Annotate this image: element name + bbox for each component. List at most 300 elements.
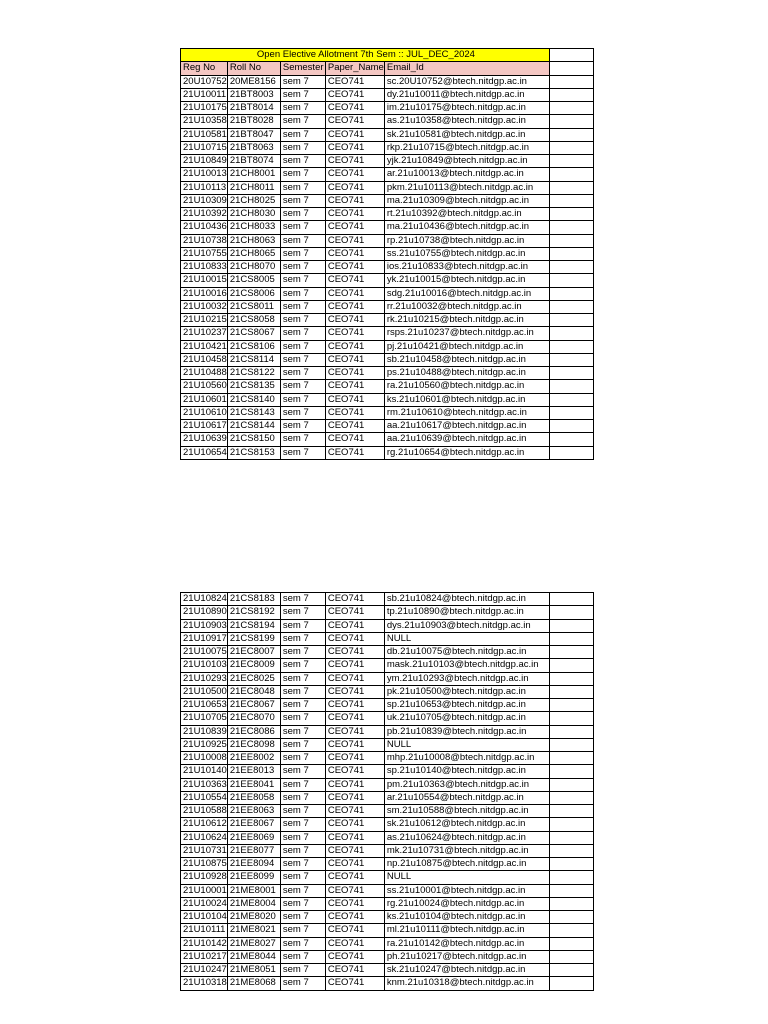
email-cell: pkm.21u10113@btech.nitdgp.ac.in — [384, 181, 549, 194]
roll-no-cell: 21EC8007 — [227, 646, 280, 659]
paper-name-cell: CEO741 — [325, 353, 384, 366]
semester-cell: sem 7 — [280, 685, 325, 698]
reg-no-cell: 21U10111 — [181, 924, 228, 937]
header-paper-name: Paper_Name — [325, 62, 384, 75]
roll-no-cell: 21BT8028 — [227, 115, 280, 128]
paper-name-cell: CEO741 — [325, 208, 384, 221]
table-row — [181, 606, 594, 619]
roll-no-cell: 21EC8025 — [227, 672, 280, 685]
email-cell: NULL — [384, 632, 549, 645]
semester-cell: sem 7 — [280, 75, 325, 88]
table-row — [181, 765, 594, 778]
paper-name-cell: CEO741 — [325, 141, 384, 154]
semester-cell: sem 7 — [280, 287, 325, 300]
paper-name-cell: CEO741 — [325, 593, 384, 606]
empty-cell — [549, 353, 593, 366]
table-row — [181, 433, 594, 446]
paper-name-cell: CEO741 — [325, 699, 384, 712]
empty-cell — [549, 247, 593, 260]
reg-no-cell: 21U10731 — [181, 844, 228, 857]
empty-cell — [549, 406, 593, 419]
reg-no-cell: 21U10293 — [181, 672, 228, 685]
reg-no-cell: 21U10705 — [181, 712, 228, 725]
paper-name-cell: CEO741 — [325, 672, 384, 685]
table-row — [181, 446, 594, 459]
empty-cell — [549, 433, 593, 446]
email-cell: dys.21u10903@btech.nitdgp.ac.in — [384, 619, 549, 632]
email-cell: ym.21u10293@btech.nitdgp.ac.in — [384, 672, 549, 685]
semester-cell: sem 7 — [280, 367, 325, 380]
roll-no-cell: 21EE8077 — [227, 844, 280, 857]
table-row — [181, 659, 594, 672]
reg-no-cell: 21U10612 — [181, 818, 228, 831]
roll-no-cell: 21CS8140 — [227, 393, 280, 406]
paper-name-cell: CEO741 — [325, 194, 384, 207]
table-row — [181, 805, 594, 818]
table-row — [181, 725, 594, 738]
reg-no-cell: 21U10588 — [181, 805, 228, 818]
roll-no-cell: 21EC8086 — [227, 725, 280, 738]
paper-name-cell: CEO741 — [325, 287, 384, 300]
empty-cell — [549, 924, 593, 937]
table-row — [181, 274, 594, 287]
title-row — [181, 49, 594, 62]
email-cell: sb.21u10824@btech.nitdgp.ac.in — [384, 593, 549, 606]
empty-cell — [549, 765, 593, 778]
allotment-table-page2 — [180, 592, 594, 991]
reg-no-cell: 21U10247 — [181, 964, 228, 977]
email-cell: rkp.21u10715@btech.nitdgp.ac.in — [384, 141, 549, 154]
empty-cell — [549, 818, 593, 831]
paper-name-cell: CEO741 — [325, 274, 384, 287]
table-row — [181, 593, 594, 606]
email-cell: as.21u10358@btech.nitdgp.ac.in — [384, 115, 549, 128]
paper-name-cell: CEO741 — [325, 911, 384, 924]
paper-name-cell: CEO741 — [325, 380, 384, 393]
table-row — [181, 208, 594, 221]
paper-name-cell: CEO741 — [325, 88, 384, 101]
paper-name-cell: CEO741 — [325, 844, 384, 857]
table-row — [181, 115, 594, 128]
reg-no-cell: 21U10653 — [181, 699, 228, 712]
roll-no-cell: 21EE8013 — [227, 765, 280, 778]
roll-no-cell: 21CH8011 — [227, 181, 280, 194]
paper-name-cell: CEO741 — [325, 247, 384, 260]
empty-cell — [549, 49, 593, 62]
roll-no-cell: 21CS8135 — [227, 380, 280, 393]
semester-cell: sem 7 — [280, 314, 325, 327]
table-row — [181, 314, 594, 327]
empty-cell — [549, 725, 593, 738]
roll-no-cell: 21CS8143 — [227, 406, 280, 419]
paper-name-cell: CEO741 — [325, 712, 384, 725]
email-cell: aa.21u10639@btech.nitdgp.ac.in — [384, 433, 549, 446]
email-cell: pm.21u10363@btech.nitdgp.ac.in — [384, 778, 549, 791]
semester-cell: sem 7 — [280, 738, 325, 751]
email-cell: rk.21u10215@btech.nitdgp.ac.in — [384, 314, 549, 327]
email-cell: im.21u10175@btech.nitdgp.ac.in — [384, 102, 549, 115]
empty-cell — [549, 871, 593, 884]
empty-cell — [549, 393, 593, 406]
semester-cell: sem 7 — [280, 831, 325, 844]
paper-name-cell: CEO741 — [325, 420, 384, 433]
roll-no-cell: 20ME8156 — [227, 75, 280, 88]
paper-name-cell: CEO741 — [325, 964, 384, 977]
semester-cell: sem 7 — [280, 327, 325, 340]
roll-no-cell: 21CS8153 — [227, 446, 280, 459]
semester-cell: sem 7 — [280, 300, 325, 313]
semester-cell: sem 7 — [280, 858, 325, 871]
email-cell: ios.21u10833@btech.nitdgp.ac.in — [384, 261, 549, 274]
semester-cell: sem 7 — [280, 181, 325, 194]
paper-name-cell: CEO741 — [325, 632, 384, 645]
empty-cell — [549, 964, 593, 977]
empty-cell — [549, 606, 593, 619]
empty-cell — [549, 168, 593, 181]
email-cell: ma.21u10309@btech.nitdgp.ac.in — [384, 194, 549, 207]
empty-cell — [549, 314, 593, 327]
roll-no-cell: 21BT8047 — [227, 128, 280, 141]
paper-name-cell: CEO741 — [325, 685, 384, 698]
roll-no-cell: 21EC8048 — [227, 685, 280, 698]
semester-cell: sem 7 — [280, 977, 325, 990]
roll-no-cell: 21CH8033 — [227, 221, 280, 234]
reg-no-cell: 21U10309 — [181, 194, 228, 207]
table-row — [181, 88, 594, 101]
semester-cell: sem 7 — [280, 752, 325, 765]
roll-no-cell: 21BT8074 — [227, 155, 280, 168]
email-cell: rp.21u10738@btech.nitdgp.ac.in — [384, 234, 549, 247]
email-cell: tp.21u10890@btech.nitdgp.ac.in — [384, 606, 549, 619]
semester-cell: sem 7 — [280, 446, 325, 459]
table-row — [181, 937, 594, 950]
empty-cell — [549, 977, 593, 990]
semester-cell: sem 7 — [280, 646, 325, 659]
table-row — [181, 632, 594, 645]
reg-no-cell: 21U10104 — [181, 911, 228, 924]
semester-cell: sem 7 — [280, 274, 325, 287]
table-row — [181, 261, 594, 274]
semester-cell: sem 7 — [280, 208, 325, 221]
email-cell: sm.21u10588@btech.nitdgp.ac.in — [384, 805, 549, 818]
empty-cell — [549, 778, 593, 791]
roll-no-cell: 21BT8063 — [227, 141, 280, 154]
email-cell: pk.21u10500@btech.nitdgp.ac.in — [384, 685, 549, 698]
empty-cell — [549, 937, 593, 950]
table-row — [181, 380, 594, 393]
email-cell: rsps.21u10237@btech.nitdgp.ac.in — [384, 327, 549, 340]
table-row — [181, 752, 594, 765]
reg-no-cell: 21U10617 — [181, 420, 228, 433]
roll-no-cell: 21CS8005 — [227, 274, 280, 287]
header-reg-no: Reg No — [181, 62, 228, 75]
semester-cell: sem 7 — [280, 844, 325, 857]
table-row — [181, 420, 594, 433]
empty-cell — [549, 619, 593, 632]
roll-no-cell: 21CH8025 — [227, 194, 280, 207]
email-cell: uk.21u10705@btech.nitdgp.ac.in — [384, 712, 549, 725]
semester-cell: sem 7 — [280, 897, 325, 910]
table-row — [181, 393, 594, 406]
semester-cell: sem 7 — [280, 340, 325, 353]
empty-cell — [549, 194, 593, 207]
paper-name-cell: CEO741 — [325, 393, 384, 406]
semester-cell: sem 7 — [280, 805, 325, 818]
semester-cell: sem 7 — [280, 950, 325, 963]
empty-cell — [549, 699, 593, 712]
paper-name-cell: CEO741 — [325, 725, 384, 738]
table-row — [181, 791, 594, 804]
paper-name-cell: CEO741 — [325, 406, 384, 419]
email-cell: ss.21u10001@btech.nitdgp.ac.in — [384, 884, 549, 897]
table-row — [181, 646, 594, 659]
roll-no-cell: 21ME8044 — [227, 950, 280, 963]
roll-no-cell: 21BT8014 — [227, 102, 280, 115]
reg-no-cell: 21U10013 — [181, 168, 228, 181]
empty-cell — [549, 155, 593, 168]
table-row — [181, 287, 594, 300]
reg-no-cell: 21U10421 — [181, 340, 228, 353]
paper-name-cell: CEO741 — [325, 791, 384, 804]
reg-no-cell: 21U10488 — [181, 367, 228, 380]
semester-cell: sem 7 — [280, 593, 325, 606]
reg-no-cell: 21U10436 — [181, 221, 228, 234]
table-row — [181, 672, 594, 685]
email-cell: sdg.21u10016@btech.nitdgp.ac.in — [384, 287, 549, 300]
roll-no-cell: 21ME8004 — [227, 897, 280, 910]
table-row — [181, 858, 594, 871]
paper-name-cell: CEO741 — [325, 871, 384, 884]
email-cell: mk.21u10731@btech.nitdgp.ac.in — [384, 844, 549, 857]
empty-cell — [549, 672, 593, 685]
table-row — [181, 897, 594, 910]
email-cell: yk.21u10015@btech.nitdgp.ac.in — [384, 274, 549, 287]
reg-no-cell: 21U10500 — [181, 685, 228, 698]
reg-no-cell: 21U10554 — [181, 791, 228, 804]
paper-name-cell: CEO741 — [325, 950, 384, 963]
roll-no-cell: 21CS8183 — [227, 593, 280, 606]
paper-name-cell: CEO741 — [325, 340, 384, 353]
roll-no-cell: 21CH8063 — [227, 234, 280, 247]
reg-no-cell: 21U10358 — [181, 115, 228, 128]
semester-cell: sem 7 — [280, 88, 325, 101]
roll-no-cell: 21CH8070 — [227, 261, 280, 274]
paper-name-cell: CEO741 — [325, 446, 384, 459]
empty-cell — [549, 805, 593, 818]
reg-no-cell: 21U10024 — [181, 897, 228, 910]
empty-cell — [549, 141, 593, 154]
email-cell: ks.21u10104@btech.nitdgp.ac.in — [384, 911, 549, 924]
semester-cell: sem 7 — [280, 712, 325, 725]
sheet-title: Open Elective Allotment 7th Sem :: JUL_DEC_2024 — [181, 49, 550, 62]
empty-cell — [549, 446, 593, 459]
email-cell: pj.21u10421@btech.nitdgp.ac.in — [384, 340, 549, 353]
empty-cell — [549, 128, 593, 141]
empty-cell — [549, 646, 593, 659]
reg-no-cell: 21U10639 — [181, 433, 228, 446]
table-row — [181, 871, 594, 884]
table-row — [181, 406, 594, 419]
paper-name-cell: CEO741 — [325, 75, 384, 88]
reg-no-cell: 21U10581 — [181, 128, 228, 141]
roll-no-cell: 21CS8106 — [227, 340, 280, 353]
reg-no-cell: 21U10237 — [181, 327, 228, 340]
roll-no-cell: 21EE8058 — [227, 791, 280, 804]
header-email-id: Email_Id — [384, 62, 549, 75]
roll-no-cell: 21CH8065 — [227, 247, 280, 260]
email-cell: sk.21u10581@btech.nitdgp.ac.in — [384, 128, 549, 141]
empty-cell — [549, 261, 593, 274]
table-row — [181, 778, 594, 791]
semester-cell: sem 7 — [280, 115, 325, 128]
roll-no-cell: 21EC8009 — [227, 659, 280, 672]
email-cell: ml.21u10111@btech.nitdgp.ac.in — [384, 924, 549, 937]
empty-cell — [549, 738, 593, 751]
table-row — [181, 75, 594, 88]
empty-cell — [549, 300, 593, 313]
table-row — [181, 685, 594, 698]
table-row — [181, 924, 594, 937]
empty-cell — [549, 911, 593, 924]
paper-name-cell: CEO741 — [325, 327, 384, 340]
email-cell: NULL — [384, 738, 549, 751]
email-cell: rt.21u10392@btech.nitdgp.ac.in — [384, 208, 549, 221]
empty-cell — [549, 367, 593, 380]
paper-name-cell: CEO741 — [325, 261, 384, 274]
paper-name-cell: CEO741 — [325, 300, 384, 313]
paper-name-cell: CEO741 — [325, 128, 384, 141]
reg-no-cell: 21U10363 — [181, 778, 228, 791]
reg-no-cell: 21U10925 — [181, 738, 228, 751]
email-cell: rg.21u10024@btech.nitdgp.ac.in — [384, 897, 549, 910]
semester-cell: sem 7 — [280, 791, 325, 804]
roll-no-cell: 21CS8122 — [227, 367, 280, 380]
semester-cell: sem 7 — [280, 659, 325, 672]
roll-no-cell: 21CS8144 — [227, 420, 280, 433]
roll-no-cell: 21CS8194 — [227, 619, 280, 632]
semester-cell: sem 7 — [280, 247, 325, 260]
semester-cell: sem 7 — [280, 168, 325, 181]
table-row — [181, 168, 594, 181]
roll-no-cell: 21EE8041 — [227, 778, 280, 791]
roll-no-cell: 21EE8067 — [227, 818, 280, 831]
empty-cell — [549, 858, 593, 871]
empty-cell — [549, 884, 593, 897]
semester-cell: sem 7 — [280, 778, 325, 791]
reg-no-cell: 21U10103 — [181, 659, 228, 672]
email-cell: ph.21u10217@btech.nitdgp.ac.in — [384, 950, 549, 963]
empty-cell — [549, 685, 593, 698]
empty-cell — [549, 327, 593, 340]
table-row — [181, 738, 594, 751]
semester-cell: sem 7 — [280, 155, 325, 168]
reg-no-cell: 21U10011 — [181, 88, 228, 101]
roll-no-cell: 21CS8114 — [227, 353, 280, 366]
header-roll-no: Roll No — [227, 62, 280, 75]
reg-no-cell: 21U10142 — [181, 937, 228, 950]
roll-no-cell: 21CS8011 — [227, 300, 280, 313]
roll-no-cell: 21CS8150 — [227, 433, 280, 446]
empty-cell — [549, 340, 593, 353]
reg-no-cell: 20U10752 — [181, 75, 228, 88]
roll-no-cell: 21ME8021 — [227, 924, 280, 937]
table-row — [181, 367, 594, 380]
reg-no-cell: 21U10032 — [181, 300, 228, 313]
semester-cell: sem 7 — [280, 420, 325, 433]
semester-cell: sem 7 — [280, 393, 325, 406]
roll-no-cell: 21ME8051 — [227, 964, 280, 977]
empty-cell — [549, 221, 593, 234]
empty-cell — [549, 593, 593, 606]
reg-no-cell: 21U10560 — [181, 380, 228, 393]
reg-no-cell: 21U10833 — [181, 261, 228, 274]
empty-cell — [549, 712, 593, 725]
empty-cell — [549, 208, 593, 221]
roll-no-cell: 21ME8027 — [227, 937, 280, 950]
reg-no-cell: 21U10016 — [181, 287, 228, 300]
table-row — [181, 247, 594, 260]
reg-no-cell: 21U10008 — [181, 752, 228, 765]
semester-cell: sem 7 — [280, 406, 325, 419]
roll-no-cell: 21CS8199 — [227, 632, 280, 645]
table-row — [181, 221, 594, 234]
table-row — [181, 194, 594, 207]
email-cell: yjk.21u10849@btech.nitdgp.ac.in — [384, 155, 549, 168]
table-row — [181, 950, 594, 963]
table-row — [181, 181, 594, 194]
empty-cell — [549, 88, 593, 101]
semester-cell: sem 7 — [280, 725, 325, 738]
roll-no-cell: 21ME8001 — [227, 884, 280, 897]
paper-name-cell: CEO741 — [325, 858, 384, 871]
reg-no-cell: 21U10824 — [181, 593, 228, 606]
empty-cell — [549, 274, 593, 287]
table-row — [181, 340, 594, 353]
empty-cell — [549, 632, 593, 645]
table-row — [181, 831, 594, 844]
email-cell: ra.21u10142@btech.nitdgp.ac.in — [384, 937, 549, 950]
table-row — [181, 155, 594, 168]
empty-cell — [549, 115, 593, 128]
empty-cell — [549, 659, 593, 672]
email-cell: ar.21u10013@btech.nitdgp.ac.in — [384, 168, 549, 181]
paper-name-cell: CEO741 — [325, 155, 384, 168]
paper-name-cell: CEO741 — [325, 831, 384, 844]
reg-no-cell: 21U10175 — [181, 102, 228, 115]
empty-cell — [549, 752, 593, 765]
email-cell: ps.21u10488@btech.nitdgp.ac.in — [384, 367, 549, 380]
reg-no-cell: 21U10903 — [181, 619, 228, 632]
reg-no-cell: 21U10215 — [181, 314, 228, 327]
empty-cell — [549, 102, 593, 115]
paper-name-cell: CEO741 — [325, 805, 384, 818]
paper-name-cell: CEO741 — [325, 433, 384, 446]
reg-no-cell: 21U10217 — [181, 950, 228, 963]
email-cell: ar.21u10554@btech.nitdgp.ac.in — [384, 791, 549, 804]
reg-no-cell: 21U10738 — [181, 234, 228, 247]
reg-no-cell: 21U10001 — [181, 884, 228, 897]
roll-no-cell: 21EC8070 — [227, 712, 280, 725]
email-cell: ma.21u10436@btech.nitdgp.ac.in — [384, 221, 549, 234]
reg-no-cell: 21U10839 — [181, 725, 228, 738]
email-cell: ks.21u10601@btech.nitdgp.ac.in — [384, 393, 549, 406]
paper-name-cell: CEO741 — [325, 738, 384, 751]
allotment-table-page1 — [180, 48, 594, 460]
semester-cell: sem 7 — [280, 261, 325, 274]
email-cell: knm.21u10318@btech.nitdgp.ac.in — [384, 977, 549, 990]
reg-no-cell: 21U10875 — [181, 858, 228, 871]
semester-cell: sem 7 — [280, 632, 325, 645]
